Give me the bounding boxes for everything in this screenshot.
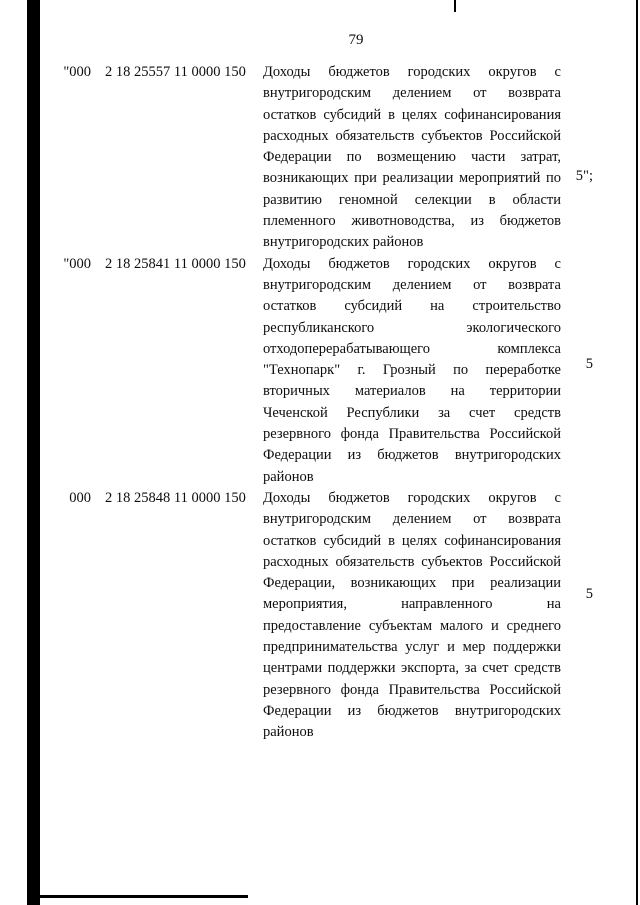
margin-note: 5"; xyxy=(575,168,593,184)
scan-artifact-bottom-line xyxy=(36,895,248,898)
entries-table xyxy=(57,62,593,744)
scan-artifact-top-tick xyxy=(454,0,456,12)
budget-entry-3 xyxy=(57,488,593,744)
entry-description: Доходы бюджетов городских округов с внутригородским делением от возврата остатков субсидий в целях софинансирования расходных обязательств субъектов Российской Федерации по возмещению части затрат, возникающих при реализации мероприятий по развитию геномной селекции в области племенного животноводства, из бюджетов внутригородских районов xyxy=(263,64,561,251)
entry-code-prefix: "000 xyxy=(63,255,91,272)
margin-note: 5 xyxy=(585,585,593,602)
page-number: 79 xyxy=(348,32,364,48)
entry-code-prefix: "000 xyxy=(63,64,91,80)
entry-description: Доходы бюджетов городских округов с внутригородским делением от возврата остатков субсидий на строительство республиканского экологического отходоперерабатывающего комплекса "Технопарк" г. Грозный по переработке вторичных материалов на территории Чеченской Республики за счет средств резервного фонда Правительства Российской Федерации из бюджетов внутригородских районов xyxy=(263,255,561,485)
entry-code: 2 18 25841 11 0000 150 xyxy=(105,255,246,272)
entry-description: Доходы бюджетов городских округов с внутригородским делением от возврата остатков субсидий в целях софинансирования расходных обязательств субъектов Российской Федерации, возникающих при реализации мероприятия, направленного на предоставление субъектам малого и среднего предпринимательства услуг и мер поддержки центрами поддержки экспорта, за счет средств резервного фонда Правительства Российской Федерации из бюджетов внутригородских районов xyxy=(263,489,561,741)
margin-note: 5 xyxy=(585,355,593,372)
scan-artifact-right-line xyxy=(636,0,638,905)
entry-code: 2 18 25848 11 0000 150 xyxy=(105,489,246,506)
entry-code-prefix: 000 xyxy=(69,489,91,506)
budget-entry-2 xyxy=(57,254,593,488)
budget-entry-1 xyxy=(57,62,593,254)
entry-code: 2 18 25557 11 0000 150 xyxy=(105,64,246,80)
scan-artifact-left-bar xyxy=(27,0,40,905)
